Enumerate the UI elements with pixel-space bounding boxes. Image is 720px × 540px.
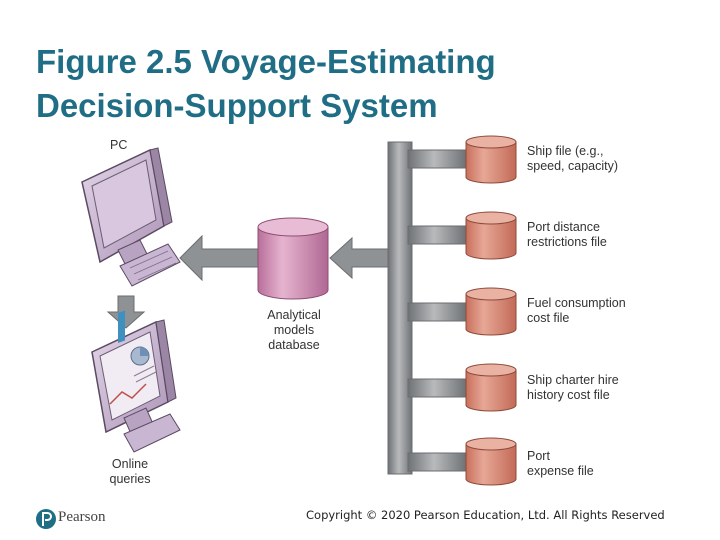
online-queries-computer-icon [92,311,180,452]
file-label-port-expense [527,449,594,479]
file-label-port-distance [527,220,607,250]
online-queries-label-line-2: queries [109,472,151,486]
file-label-port-expense-line-2: expense file [527,464,594,478]
file-label-fuel [527,296,626,326]
file-label-ship-line-2: speed, capacity) [527,159,619,173]
database-cylinder [258,218,328,299]
file-label-fuel-line-2: cost file [527,311,570,325]
file-label-fuel-line-1: Fuel consumption [527,296,626,310]
file-label-charter-line-1: Ship charter hire [527,373,619,387]
file-cylinder-port-distance [466,212,516,259]
file-cylinder-charter [466,364,516,411]
bus-to-database-arrow [330,238,388,278]
file-cylinder-port-expense [466,438,516,485]
file-label-charter [527,373,619,403]
copyright-notice: Copyright © 2020 Pearson Education, Ltd. All Rights Reserved [306,508,665,522]
pearson-brand: Pearson [58,509,106,525]
online-queries-label-line-1: Online [111,457,149,471]
database-label-line-2: models [273,323,315,337]
file-label-port-expense-line-1: Port [527,449,550,463]
file-label-ship-line-1: Ship file (e.g., [527,144,604,158]
pc-to-queries-arrow [108,296,144,328]
database-label [258,308,330,353]
pc-label: PC [110,138,128,152]
file-label-port-distance-line-2: restrictions file [527,235,607,249]
database-label-line-1: Analytical [267,308,321,322]
file-label-port-distance-line-1: Port distance [527,220,600,234]
title-line-2: Decision-Support System [36,87,438,124]
database-label-line-3: database [268,338,320,352]
file-label-charter-line-2: history cost file [527,388,610,402]
title-line-1: Figure 2.5 Voyage-Estimating [36,43,496,80]
database-to-pc-arrow [180,236,258,280]
file-cylinder-fuel [466,288,516,335]
pearson-logo-icon [36,506,56,532]
file-label-ship [527,144,618,174]
data-bus [388,142,466,474]
pc-computer-icon [82,148,180,286]
file-cylinder-ship [466,136,516,183]
online-queries-label [100,457,160,487]
